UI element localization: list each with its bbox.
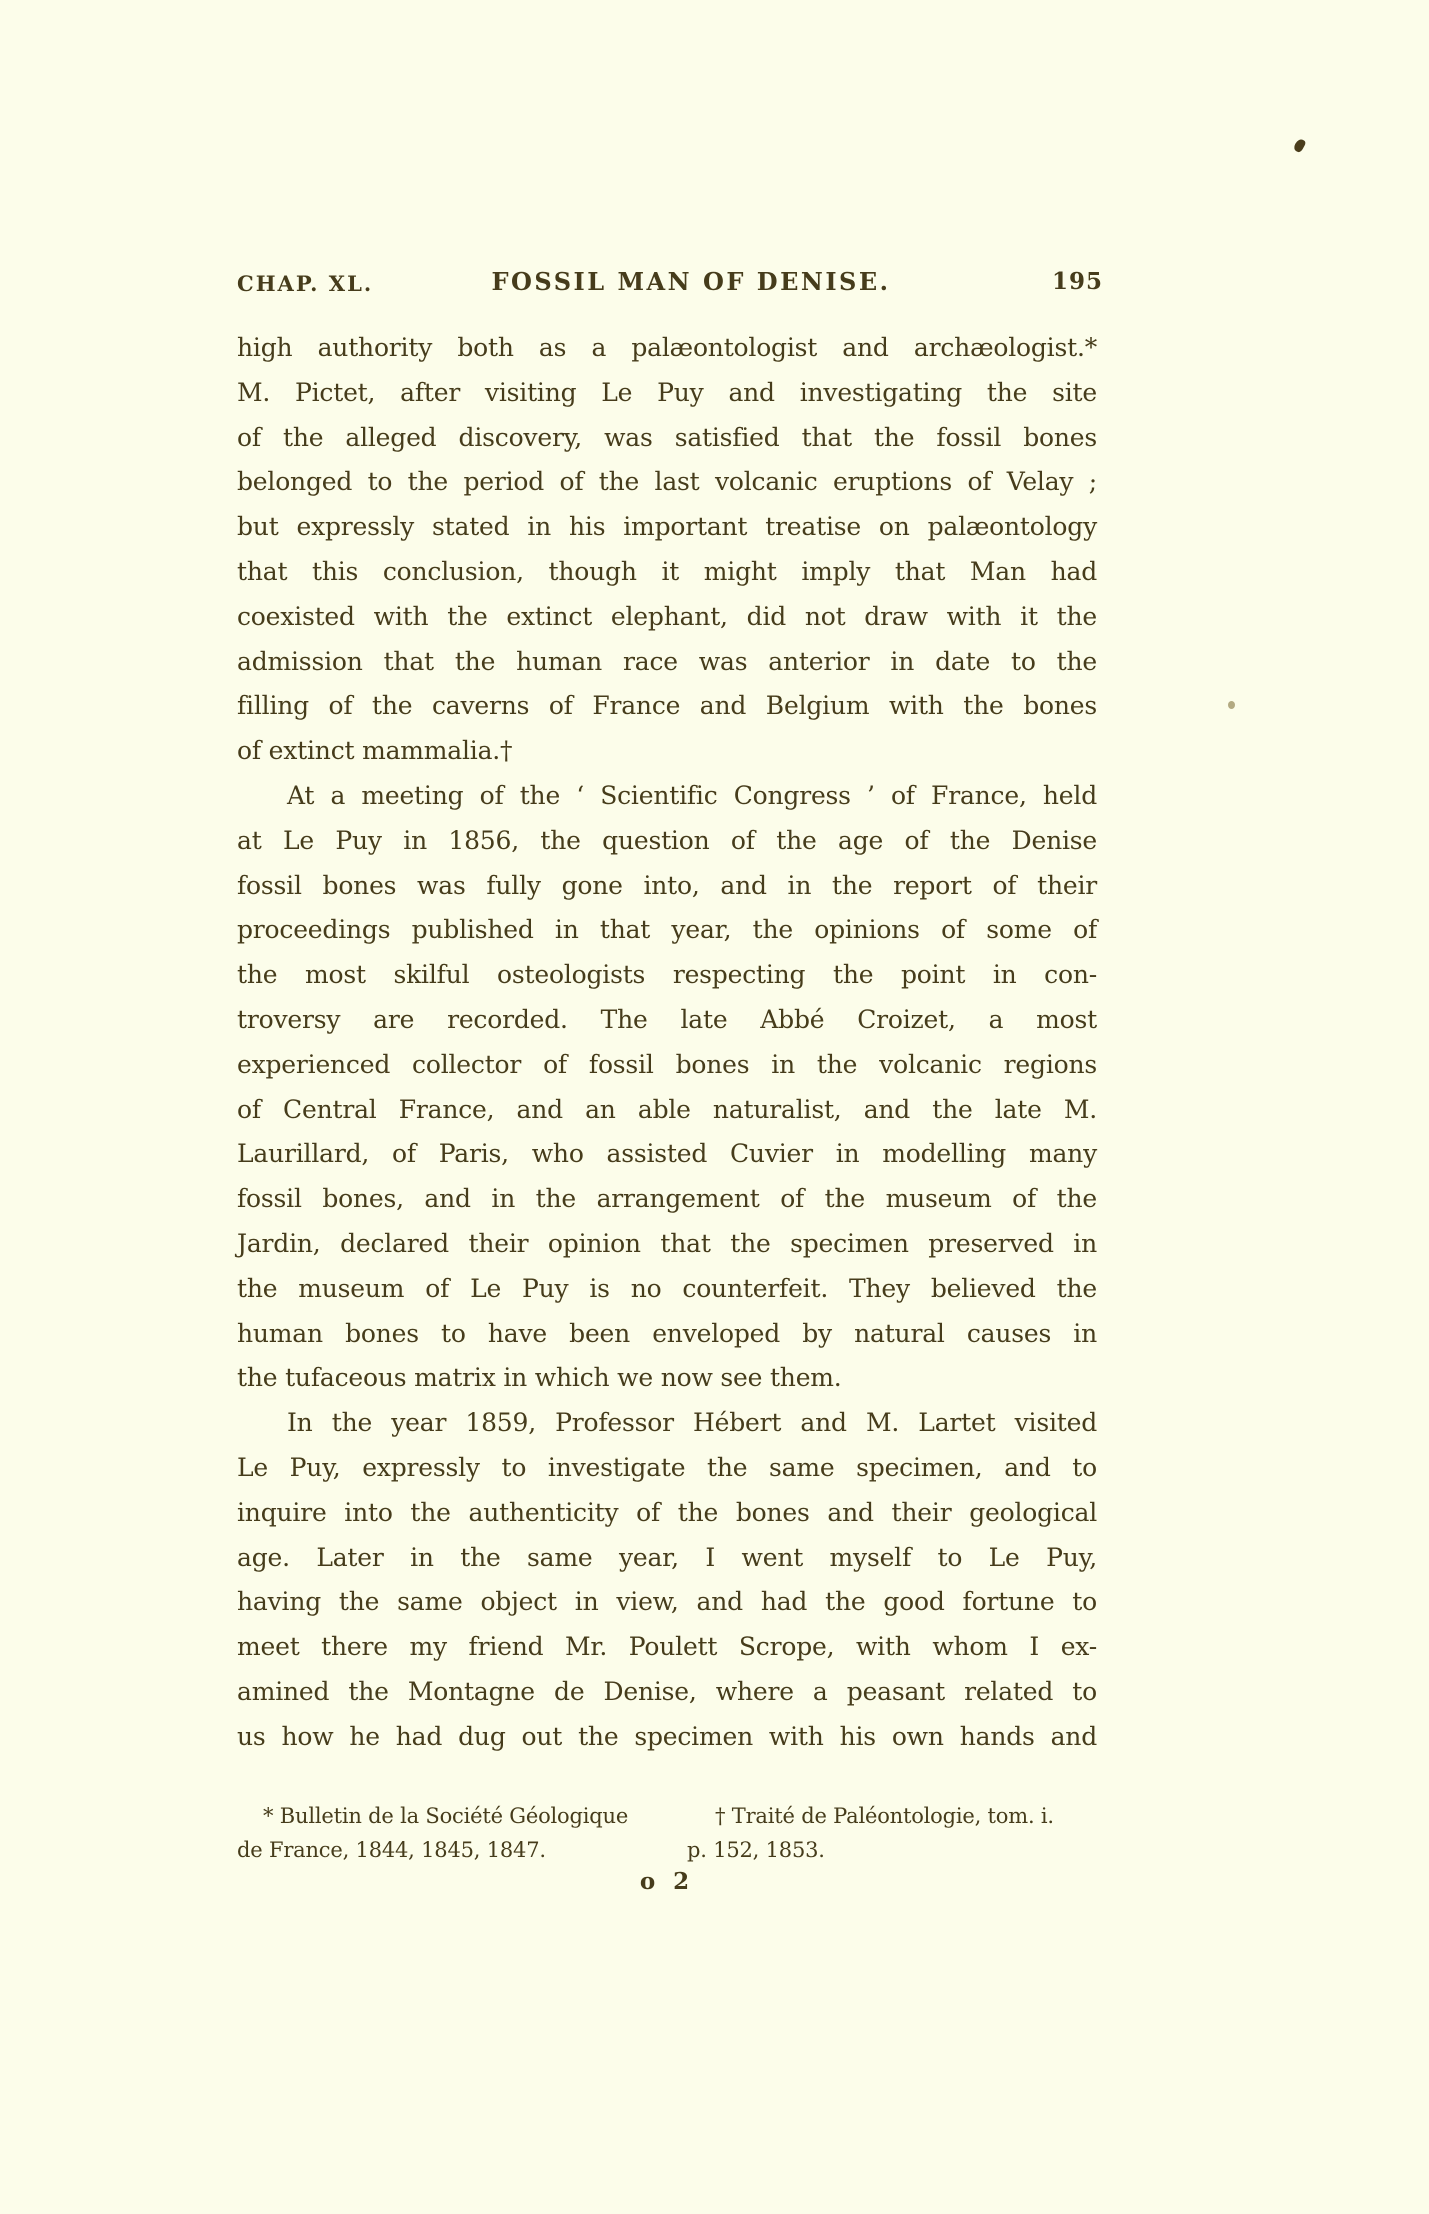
text-line: belonged to the period of the last volcanic eruptions of Velay ; <box>237 467 1097 497</box>
chapter-label: CHAP. XL. <box>237 271 374 296</box>
paragraph-1 <box>237 326 1097 774</box>
paragraph-2 <box>237 774 1097 1401</box>
text-line: age. Later in the same year, I went myself to Le Puy, <box>237 1542 1097 1572</box>
footnote-line: † Traité de Paléontologie, tom. i. <box>715 1804 1054 1828</box>
footnote-line: de France, 1844, 1845, 1847. <box>237 1838 546 1862</box>
text-line: proceedings published in that year, the opinions of some of <box>237 915 1097 945</box>
signature-mark: o 2 <box>639 1868 695 1895</box>
text-line: meet there my friend Mr. Poulett Scrope, with whom I ex- <box>237 1632 1097 1662</box>
footnote-asterisk <box>237 1799 677 1867</box>
running-head <box>237 266 1103 302</box>
ink-speck <box>1228 701 1235 709</box>
text-line: of extinct mammalia.† <box>237 736 513 766</box>
footnote-line: p. 152, 1853. <box>687 1838 825 1862</box>
text-line: coexisted with the extinct elephant, did not draw with it the <box>237 601 1097 631</box>
text-line: M. Pictet, after visiting Le Puy and investigating the site <box>237 377 1097 407</box>
text-line: amined the Montagne de Denise, where a peasant related to <box>237 1676 1097 1706</box>
text-line: In the year 1859, Professor Hébert and M. Lartet visited <box>287 1408 1097 1438</box>
text-line: fossil bones, and in the arrangement of the museum of the <box>237 1184 1097 1214</box>
text-line: inquire into the authenticity of the bones and their geological <box>237 1497 1097 1527</box>
ink-speck <box>1292 138 1306 154</box>
text-line: filling of the caverns of France and Belgium with the bones <box>237 691 1097 721</box>
text-line: troversy are recorded. The late Abbé Croizet, a most <box>237 1004 1097 1034</box>
text-line: experienced collector of fossil bones in the volcanic regions <box>237 1049 1097 1079</box>
text-line: the most skilful osteologists respecting the point in con- <box>237 960 1097 990</box>
text-line: Jardin, declared their opinion that the specimen preserved in <box>237 1228 1097 1258</box>
text-line: of Central France, and an able naturalist, and the late M. <box>237 1094 1097 1124</box>
running-title: FOSSIL MAN OF DENISE. <box>491 267 891 296</box>
text-line: the tufaceous matrix in which we now see them. <box>237 1363 842 1393</box>
text-line: At a meeting of the ‘ Scientific Congress ’ of France, held <box>287 780 1097 810</box>
text-line: high authority both as a palæontologist and archæologist.* <box>237 333 1097 362</box>
text-line: the museum of Le Puy is no counterfeit. They believed the <box>237 1273 1097 1303</box>
text-line: us how he had dug out the specimen with his own hands and <box>237 1721 1097 1751</box>
page-number: 195 <box>1051 268 1103 295</box>
text-line: having the same object in view, and had the good fortune to <box>237 1587 1097 1617</box>
text-line: Laurillard, of Paris, who assisted Cuvier in modelling many <box>237 1139 1097 1169</box>
text-line: fossil bones was fully gone into, and in the report of their <box>237 870 1097 900</box>
text-line: of the alleged discovery, was satisfied that the fossil bones <box>237 422 1097 452</box>
text-line: at Le Puy in 1856, the question of the age of the Denise <box>237 825 1097 855</box>
footnote-dagger <box>687 1799 1097 1867</box>
text-block <box>237 326 1097 1760</box>
text-line: admission that the human race was anterior in date to the <box>237 646 1097 676</box>
paragraph-3 <box>237 1401 1097 1759</box>
footnote-line: * Bulletin de la Société Géologique <box>263 1804 629 1828</box>
text-line: but expressly stated in his important treatise on palæontology <box>237 512 1097 542</box>
text-line: human bones to have been enveloped by natural causes in <box>237 1318 1097 1348</box>
text-line: Le Puy, expressly to investigate the same specimen, and to <box>237 1452 1097 1482</box>
text-line: that this conclusion, though it might imply that Man had <box>237 556 1097 586</box>
